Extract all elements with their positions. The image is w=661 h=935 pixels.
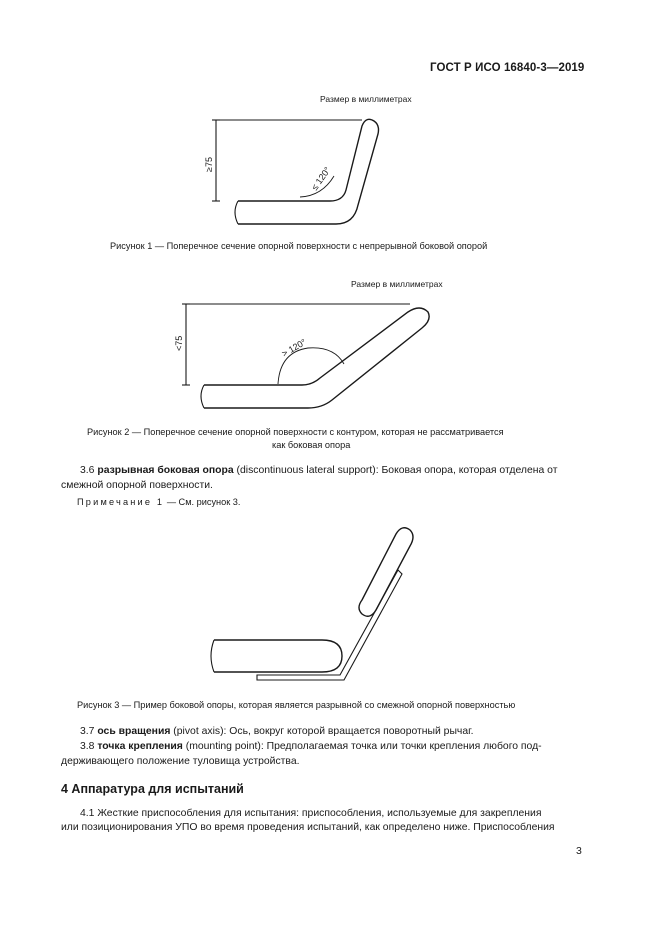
figure2-caption-line1: Рисунок 2 — Поперечное сечение опорной поверхности с контуром, которая не рассматривается — [87, 427, 504, 437]
figure1-dimension-label: ≥75 — [204, 157, 214, 172]
section-3-7-term: ось вращения — [97, 726, 171, 737]
section-3-7-definition: (pivot axis): Ось, вокруг которой вращается поворотный рычаг. — [173, 726, 474, 737]
figure2-angle-label: > 120° — [280, 336, 308, 359]
figure1-angle-label: ≤ 120° — [309, 165, 333, 193]
figure3-seat-cushion — [214, 640, 342, 672]
figure2-units-note: Размер в миллиметрах — [351, 279, 443, 289]
figure2-dimension-label: <75 — [174, 335, 184, 351]
figure1-units-note: Размер в миллиметрах — [320, 94, 412, 104]
section-3-6-line2: смежной опорной поверхности. — [61, 480, 213, 491]
document-header: ГОСТ Р ИСО 16840-3—2019 — [430, 62, 585, 74]
page-number: 3 — [576, 845, 582, 857]
section-3-7 — [80, 724, 474, 739]
section-3-8-term: точка крепления — [97, 741, 183, 752]
section-3-8-definition: (mounting point): Предполагаемая точка или точки крепления любого под- — [185, 741, 542, 752]
note-1-text: — См. рисунок 3. — [166, 497, 241, 507]
section-3-7-number: 3.7 — [80, 726, 95, 737]
section-3-8-number: 3.8 — [80, 741, 95, 752]
note-1-label: Примечание 1 — [77, 497, 165, 507]
section-3-6-term: разрывная боковая опора — [97, 465, 234, 476]
figure3-bracket — [257, 570, 402, 680]
figure3-caption: Рисунок 3 — Пример боковой опоры, которая является разрывной со смежной опорной поверхностью — [77, 700, 516, 710]
figure2-caption-line2: как боковая опора — [272, 440, 351, 450]
figure1-caption: Рисунок 1 — Поперечное сечение опорной поверхности с непрерывной боковой опорой — [110, 241, 488, 251]
section-3-6-definition: (discontinuous lateral support): Боковая опора, которая отделена от — [236, 465, 558, 476]
paragraph-4-1-line1: 4.1 Жесткие приспособления для испытания: приспособления, используемые для закрепления — [80, 808, 542, 819]
section-3-8-line2: держивающего положение туловища устройства. — [61, 756, 300, 767]
section-3-6-number: 3.6 — [80, 465, 95, 476]
section-3-8-line1 — [80, 739, 542, 754]
section-4-heading: 4 Аппаратура для испытаний — [61, 782, 244, 796]
paragraph-4-1-line2: или позиционирования УПО во время проведения испытаний, как определено ниже. Приспособления — [61, 822, 555, 833]
